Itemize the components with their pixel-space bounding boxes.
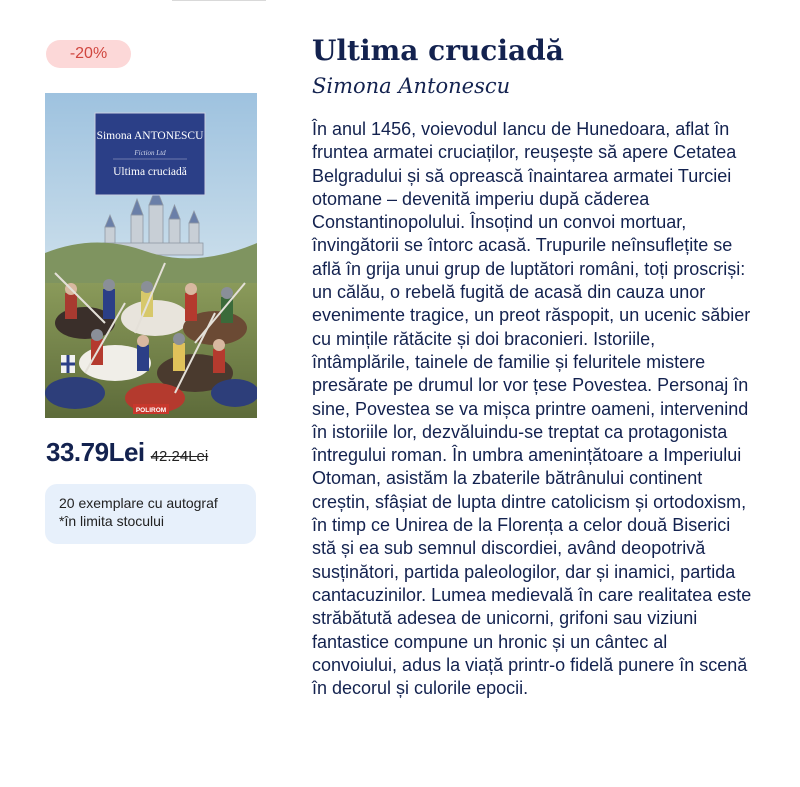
current-price-currency: Lei [108, 437, 145, 467]
book-title: Ultima cruciadă [312, 34, 564, 67]
cover-publisher-logo: POLIROM [135, 407, 167, 414]
cover-author-name: Simona ANTONESCU [96, 130, 204, 142]
top-divider [172, 0, 266, 1]
stock-limit-note: *în limita stocului [59, 513, 165, 529]
book-author-link[interactable]: Simona Antonescu [312, 74, 511, 98]
old-price [151, 448, 209, 465]
current-price-value: 33.79 [46, 437, 109, 467]
price-row [46, 437, 208, 473]
current-price [46, 437, 145, 467]
old-price-currency: Lei [188, 448, 209, 465]
book-cover-image[interactable] [45, 93, 257, 418]
discount-badge: -20% [46, 40, 131, 68]
cover-title: Ultima cruciadă [113, 166, 187, 178]
old-price-value: 42.24 [150, 448, 189, 465]
autograph-info-line: 20 exemplare cu autograf [59, 495, 218, 511]
book-description: În anul 1456, voievodul Iancu de Hunedoara, aflat în fruntea armatei cruciaților, reușește să apere Cetatea Belgradului și să oprească înaintarea armatei Turciei otomane – devenită imperiu după căderea Constantinopolului. Însoțind un convoi mortuar, învingătorii se întorc acasă. Trupurile neînsuflețite se află în grija unui grup de luptători români, toți proscriși: un călău, o rebelă fugită de acasă din cauza unor evenimente tragice, un preot răspopit, un ucenic săbier cu mințile rătăcite și doi braconieri. Istoriile, întâmplările, tainele de familie și feluritele mistere presărate pe drumul lor vor țese Povestea. Personaj în sine, Povestea se va mișca printre oameni, intervenind în istoriile lor, dezvăluindu-se treptat ca protagonista întregului roman. În umbra amenințătoare a Imperiului Otoman, asistăm la zbaterile bătrânului continent creștin, sfâșiat de lupta dintre catolicism și ortodoxism, în timp ce Unirea de la Florența a celor două Biserici stă și ea sub semnul discordiei, având deopotrivă susținători, partida paleologilor, dar și inamici, partida cantacuzinilor. Lumea medievală în care realitatea este străbătută adesea de unicorni, grifoni sau viziuni fantastice compune un hronic și un cântec al convoiului, adus la viață printr-o fidelă punere în scenă în decorul și culorile epocii. [312, 119, 752, 699]
cover-collection-name: Fiction Ltd [134, 149, 166, 157]
autograph-info-box [45, 484, 256, 544]
